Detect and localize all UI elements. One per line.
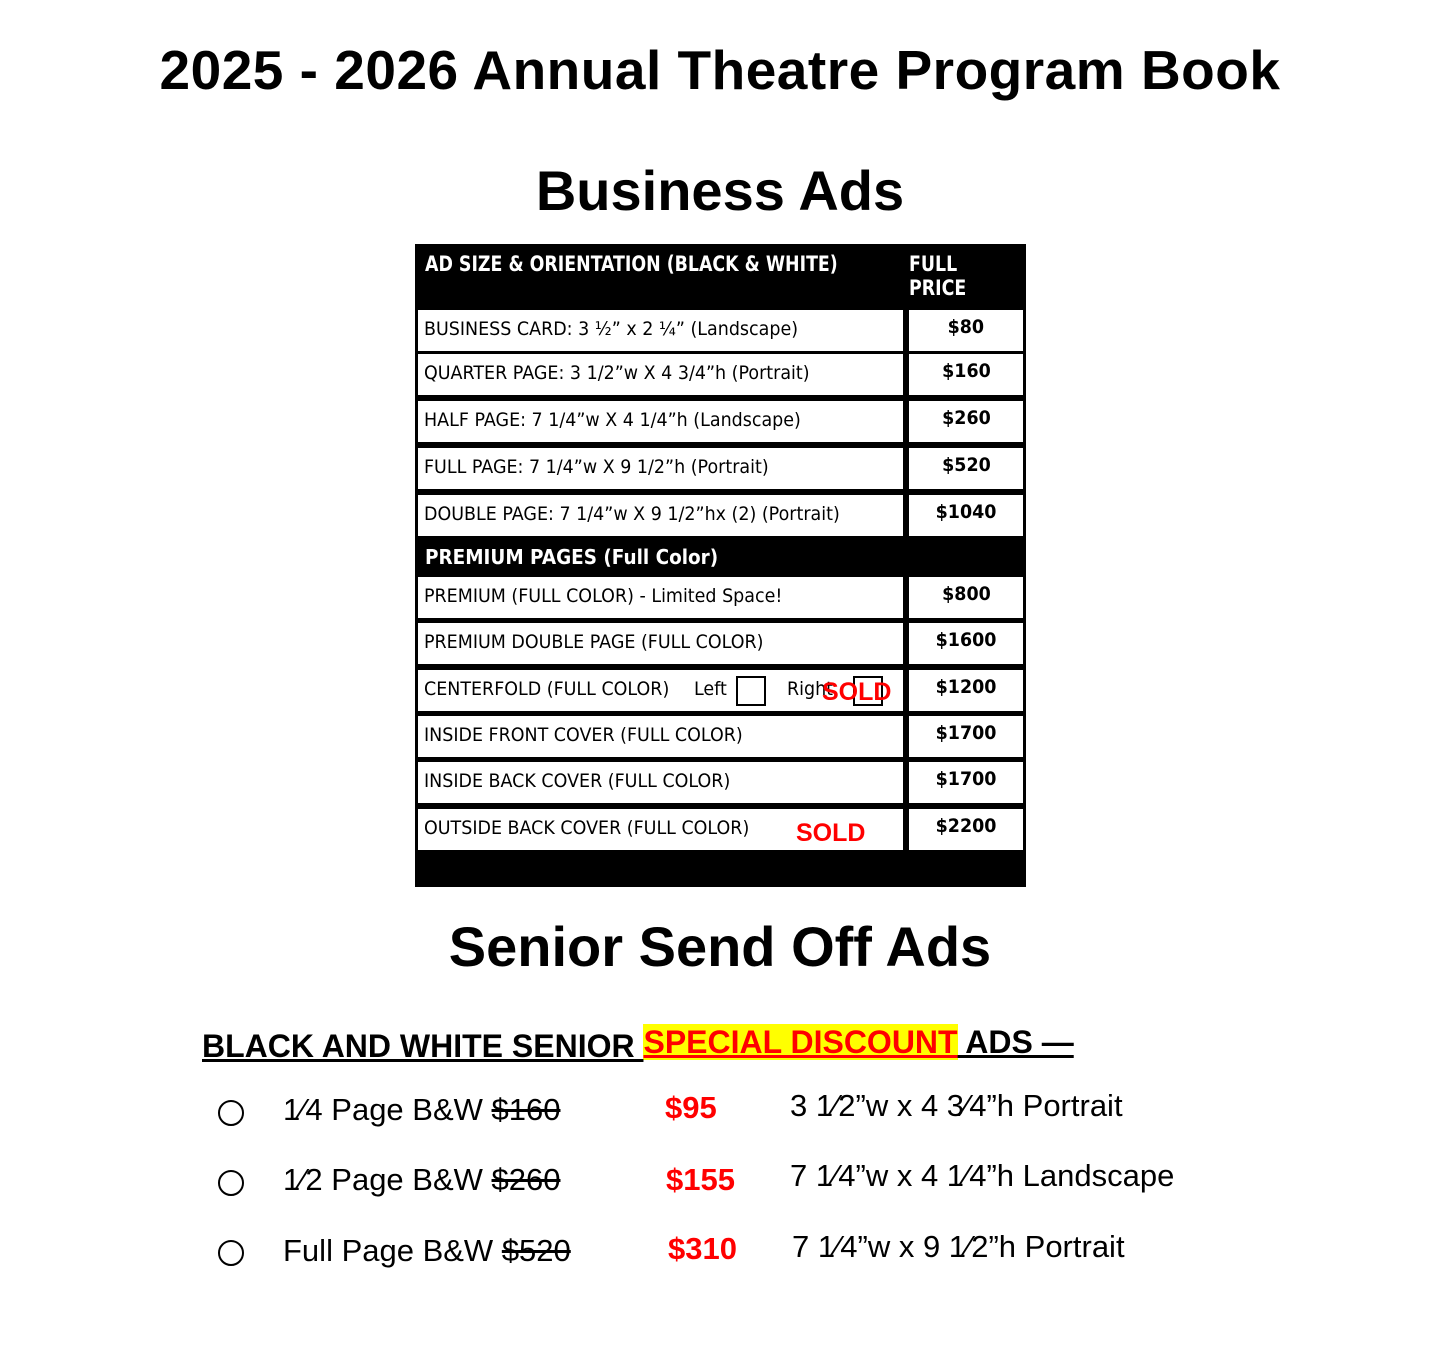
column-header-price: FULL PRICE [909, 252, 967, 300]
old-price: $260 [491, 1162, 561, 1197]
radio-button[interactable] [218, 1100, 244, 1126]
old-price: $520 [501, 1233, 571, 1268]
sold-badge: SOLD [822, 678, 892, 706]
page-title: 2025 - 2026 Annual Theatre Program Book [159, 39, 1281, 101]
business-ads-heading: Business Ads [535, 159, 905, 222]
ad-price: $2200 [935, 815, 997, 837]
ad-size-label: HALF PAGE: 7 1/4”w X 4 1/4”h (Landscape) [424, 409, 801, 431]
senior-option-quarter[interactable] [0, 1088, 1440, 1138]
column-header-size: AD SIZE & ORIENTATION (BLACK & WHITE) [425, 252, 838, 276]
ad-price: $80 [947, 316, 985, 338]
ad-size-label: DOUBLE PAGE: 7 1/4”w X 9 1/2”hx (2) (Portrait) [424, 503, 840, 525]
ad-price: $1700 [935, 722, 997, 744]
sold-badge: SOLD [796, 819, 866, 847]
ad-price: $1700 [935, 768, 997, 790]
ad-size-label: INSIDE FRONT COVER (FULL COLOR) [424, 724, 743, 746]
centerfold-left-label: Left [694, 678, 727, 700]
discount-price: $95 [665, 1090, 717, 1125]
discount-heading-prefix: BLACK AND WHITE SENIOR [202, 1028, 644, 1064]
ad-price: $800 [941, 583, 991, 605]
ad-size-label: FULL PAGE: 7 1/4”w X 9 1/2”h (Portrait) [424, 456, 769, 478]
senior-ads-heading: Senior Send Off Ads [448, 915, 992, 978]
ad-price: $1040 [935, 501, 997, 523]
discount-heading-suffix: ADS — [957, 1024, 1074, 1060]
table-header [415, 244, 1026, 308]
ad-size-label: QUARTER PAGE: 3 1/2”w X 4 3/4”h (Portrait) [424, 362, 810, 384]
radio-button[interactable] [218, 1240, 244, 1266]
senior-option-full[interactable] [0, 1228, 1440, 1278]
option-label: Full Page B&W $520 [283, 1233, 571, 1268]
ad-size-label: OUTSIDE BACK COVER (FULL COLOR) [424, 817, 750, 839]
radio-button[interactable] [218, 1170, 244, 1196]
business-ads-table [415, 244, 1026, 887]
premium-section-heading [418, 539, 1023, 573]
option-dimensions: 3 1⁄2”w x 4 3⁄4”h Portrait [790, 1088, 1123, 1123]
centerfold-right-label: Right [787, 678, 834, 700]
option-label: 1⁄4 Page B&W $160 [283, 1092, 561, 1127]
ad-price: $160 [941, 360, 991, 382]
discount-heading [202, 1024, 1074, 1064]
ad-size-label: INSIDE BACK COVER (FULL COLOR) [424, 770, 731, 792]
discount-highlight: SPECIAL DISCOUNT [643, 1024, 958, 1060]
ad-size-label: CENTERFOLD (FULL COLOR) [424, 678, 670, 700]
old-price: $160 [491, 1092, 561, 1127]
discount-price: $310 [668, 1231, 737, 1266]
premium-heading-label: PREMIUM PAGES (Full Color) [425, 545, 719, 569]
centerfold-left-checkbox[interactable] [736, 676, 766, 706]
ad-price: $1600 [935, 629, 997, 651]
ad-price: $1200 [935, 676, 997, 698]
discount-price: $155 [666, 1162, 735, 1197]
ad-size-label: PREMIUM DOUBLE PAGE (FULL COLOR) [424, 631, 764, 653]
option-dimensions: 7 1⁄4”w x 9 1⁄2”h Portrait [792, 1229, 1125, 1264]
ad-size-label: PREMIUM (FULL COLOR) - Limited Space! [424, 585, 783, 607]
option-dimensions: 7 1⁄4”w x 4 1⁄4”h Landscape [790, 1158, 1175, 1193]
ad-price: $520 [941, 454, 991, 476]
ad-price: $260 [941, 407, 991, 429]
option-label: 1⁄2 Page B&W $260 [283, 1162, 561, 1197]
ad-size-label: BUSINESS CARD: 3 ½” x 2 ¼” (Landscape) [424, 318, 799, 340]
senior-option-half[interactable] [0, 1158, 1440, 1208]
